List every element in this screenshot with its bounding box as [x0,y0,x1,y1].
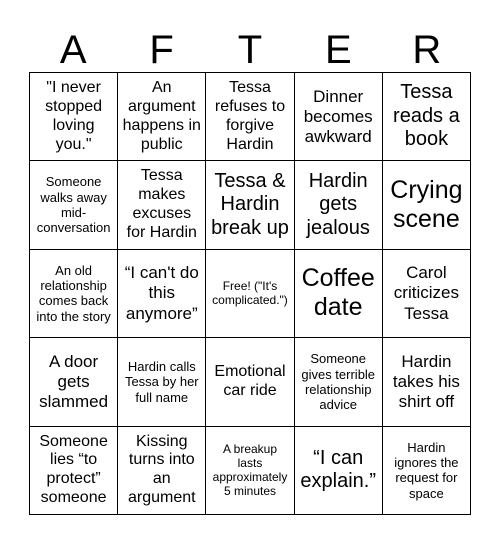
bingo-cell-r1c2[interactable]: An argument happens in public [118,73,206,161]
bingo-cell-r5c1[interactable]: Someone lies “to protect” someone [30,427,118,515]
bingo-cell-r3c1[interactable]: An old relationship comes back into the story [30,250,118,338]
header-letter-e: E [325,28,352,72]
bingo-cell-r4c5[interactable]: Hardin takes his shirt off [383,338,471,426]
bingo-cell-r5c3[interactable]: A breakup lasts approximately 5 minutes [206,427,294,515]
bingo-cell-r2c1[interactable]: Someone walks away mid-conversation [30,161,118,249]
bingo-cell-r2c5[interactable]: Crying scene [383,161,471,249]
bingo-cell-r3c4[interactable]: Coffee date [295,250,383,338]
bingo-cell-r3c2[interactable]: “I can't do this anymore” [118,250,206,338]
bingo-grid [29,72,471,515]
bingo-cell-r4c1[interactable]: A door gets slammed [30,338,118,426]
bingo-cell-r1c4[interactable]: Dinner becomes awkward [295,73,383,161]
bingo-cell-r2c3[interactable]: Tessa & Hardin break up [206,161,294,249]
bingo-cell-r2c4[interactable]: Hardin gets jealous [295,161,383,249]
header-letter-f: F [149,28,174,72]
bingo-cell-r3c5[interactable]: Carol criticizes Tessa [383,250,471,338]
bingo-header [29,28,471,72]
bingo-cell-free[interactable]: Free! ("It's complicated.") [206,250,294,338]
bingo-cell-r4c4[interactable]: Someone gives terrible relationship advice [295,338,383,426]
header-letter-t: T [237,28,263,72]
header-letter-r: R [412,28,442,72]
header-letter-a: A [59,28,87,72]
bingo-cell-r1c1[interactable]: "I never stopped loving you." [30,73,118,161]
bingo-cell-r5c4[interactable]: “I can explain.” [295,427,383,515]
bingo-cell-r5c2[interactable]: Kissing turns into an argument [118,427,206,515]
bingo-cell-r4c3[interactable]: Emotional car ride [206,338,294,426]
bingo-cell-r2c2[interactable]: Tessa makes excuses for Hardin [118,161,206,249]
bingo-cell-r5c5[interactable]: Hardin ignores the request for space [383,427,471,515]
bingo-cell-r4c2[interactable]: Hardin calls Tessa by her full name [118,338,206,426]
bingo-cell-r1c3[interactable]: Tessa refuses to forgive Hardin [206,73,294,161]
bingo-cell-r1c5[interactable]: Tessa reads a book [383,73,471,161]
